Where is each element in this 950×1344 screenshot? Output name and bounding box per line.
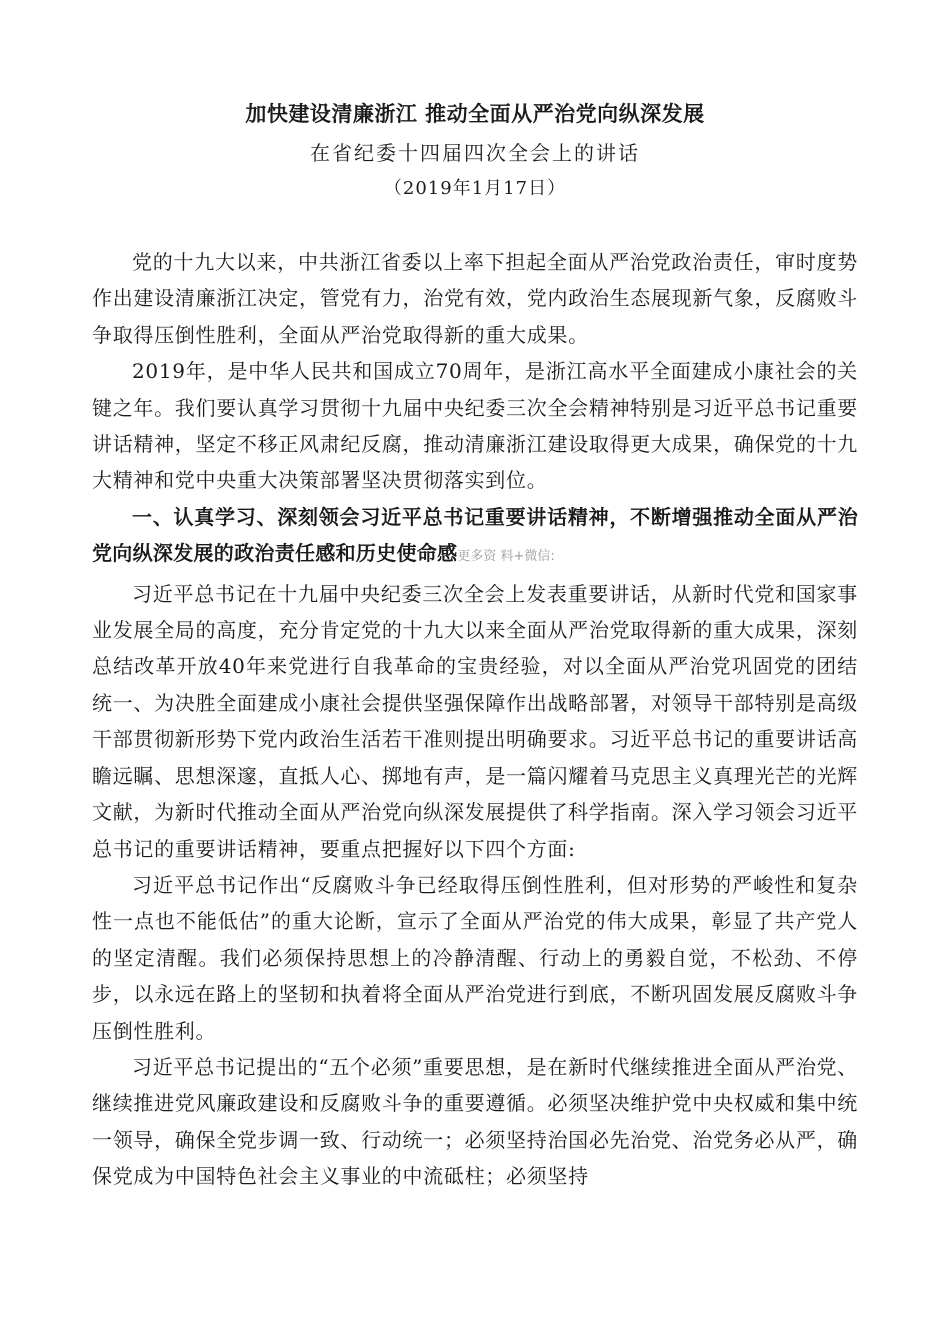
paragraph-judgement: 习近平总书记作出“反腐败斗争已经取得压倒性胜利，但对形势的严峻性和复杂性一点也不能低估”的重大论断，宣示了全面从严治党的伟大成果，彰显了共产党人的坚定清醒。我们必须保持思想上的冷静清醒、行动上的勇毅自觉，不松劲、不停步，以永远在路上的坚韧和执着将全面从严治党进行到底，不断巩固发展反腐败斗争压倒性胜利。 [92, 872, 858, 1043]
document-date: （2019年1月17日） [383, 178, 567, 199]
document-subtitle: 在省纪委十四届四次全会上的讲话 [310, 141, 640, 165]
document-title: 加快建设清廉浙江 推动全面从严治党向纵深发展 [245, 101, 705, 126]
paragraph-intro: 党的十九大以来，中共浙江省委以上率下担起全面从严治党政治责任，审时度势作出建设清廉浙江决定，管党有力，治党有效，党内政治生态展现新气象，反腐败斗争取得压倒性胜利，全面从严治党取得新的重大成果。 [92, 250, 858, 347]
watermark-text: 更多资 料+微信: [457, 549, 555, 565]
paragraph-five-musts: 习近平总书记提出的“五个必须”重要思想，是在新时代继续推进全面从严治党、继续推进党风廉政建设和反腐败斗争的重要遵循。必须坚决维护党中央权威和集中统一领导，确保全党步调一致、行动统一；必须坚持治国必先治党、治党务必从严，确保党成为中国特色社会主义事业的中流砥柱；必须坚持 [92, 1054, 858, 1189]
section-heading-1 [92, 499, 858, 576]
section-heading-text: 一、认真学习、深刻领会习近平总书记重要讲话精神，不断增强推动全面从严治党向纵深发展的政治责任感和历史使命感 [92, 504, 858, 566]
paragraph-2019: 2019年，是中华人民共和国成立70周年，是浙江高水平全面建成小康社会的关键之年。我们要认真学习贯彻十九届中央纪委三次全会精神特别是习近平总书记重要讲话精神，坚定不移正风肃纪反腐，推动清廉浙江建设取得更大成果，确保党的十九大精神和党中央重大决策部署坚决贯彻落实到位。 [92, 359, 858, 493]
document-body [92, 244, 858, 1195]
paragraph-speech-summary: 习近平总书记在十九届中央纪委三次全会上发表重要讲话，从新时代党和国家事业发展全局的高度，充分肯定党的十九大以来全面从严治党取得新的重大成果，深刻总结改革开放40年来党进行自我革命的宝贵经验，对以全面从严治党巩固党的团结统一、为决胜全面建成小康社会提供坚强保障作出战略部署，对领导干部特别是高级干部贯彻新形势下党内政治生活若干准则提出明确要求。习近平总书记的重要讲话高瞻远瞩、思想深邃，直抵人心、掷地有声，是一篇闪耀着马克思主义真理光芒的光辉文献，为新时代推动全面从严治党向纵深发展提供了科学指南。深入学习领会习近平总书记的重要讲话精神，要重点把握好以下四个方面: [92, 581, 858, 861]
